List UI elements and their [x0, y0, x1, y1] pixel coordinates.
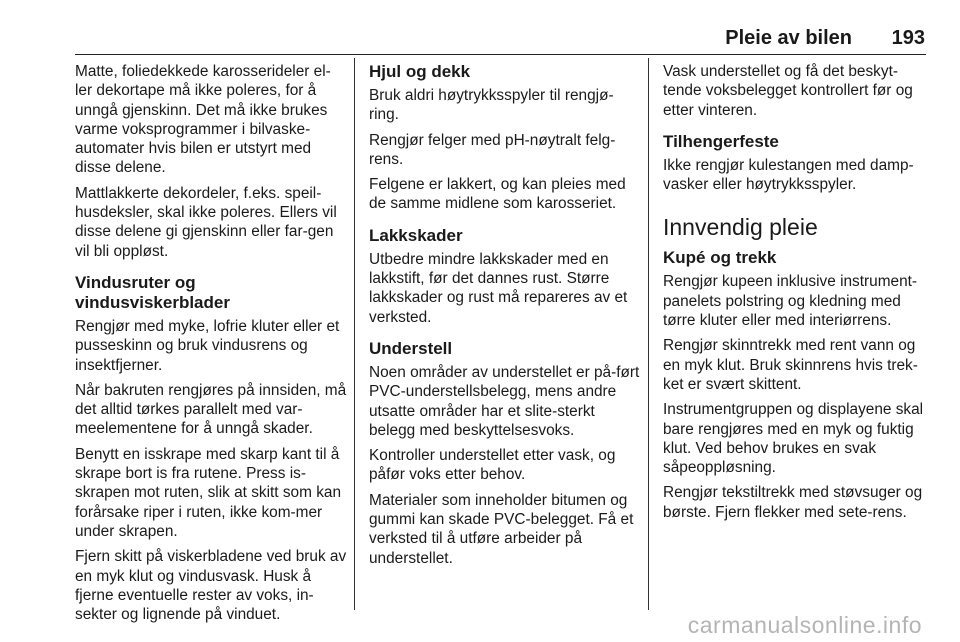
- paragraph: Mattlakkerte dekordeler, f.eks. speil-husdeksler, skal ikke poleres. Ellers vil disse delene gi gjenskinn eller far-gen vil bli oppløst.: [75, 184, 337, 260]
- paragraph: Rengjør med myke, lofrie kluter eller et pusseskinn og bruk vindusrens og insektfjerner.: [75, 317, 340, 374]
- column-divider: [648, 58, 649, 610]
- section-heading-wheels: Hjul og dekk: [369, 62, 471, 81]
- paragraph: Felgene er lakkert, og kan pleies med de samme midlene som karosseriet.: [369, 176, 626, 213]
- header-rule: [75, 54, 926, 55]
- column-1: [75, 62, 347, 630]
- paragraph: Når bakruten rengjøres på innsiden, må det alltid tørkes parallelt med var-meelementene for å unngå skader.: [75, 381, 347, 438]
- section-heading-towbar: Tilhengerfeste: [663, 131, 779, 151]
- paragraph: Kontroller understellet etter vask, og påfør voks etter behov.: [369, 447, 616, 484]
- section-heading-underbody: Understell: [369, 338, 453, 358]
- paragraph: Fjern skitt på viskerbladene ved bruk av en myk klut og vindusvask. Husk å fjerne eventuelle rester av voks, in-sekter og lignende på vinduet.: [75, 548, 347, 624]
- page-header: [0, 0, 960, 54]
- section-heading-cabin: Kupé og trekk: [663, 248, 777, 268]
- section-heading-paint-damage: Lakkskader: [369, 225, 463, 245]
- paragraph: Bruk aldri høytrykksspyler til rengjø-ring.: [369, 87, 614, 124]
- paragraph: Noen områder av understellet er på-ført PVC-understellsbelegg, mens andre utsatte områder har et slite-sterkt belegg med beskyttelsesvoks.: [369, 363, 640, 439]
- page-title: Pleie av bilen: [725, 27, 852, 49]
- paragraph: Utbedre mindre lakkskader med en lakkstift, før det dannes rust. Større lakkskader og rust må repareres av et verksted.: [369, 250, 628, 326]
- paragraph: Instrumentgruppen og displayene skal bare rengjøres med en myk og fuktig klut. Ved behov brukes en svak såpeoppløsning.: [663, 401, 924, 477]
- paragraph: Rengjør felger med pH-nøytralt felg-rens.: [369, 131, 616, 168]
- column-3: [663, 62, 935, 528]
- paragraph: Rengjør kupeen inklusive instrument-panelets polstring og kledning med tørre kluter eller med interiørrens.: [663, 273, 918, 330]
- chapter-heading-interior-care: Innvendig pleie: [663, 214, 818, 241]
- paragraph: Benytt en isskrape med skarp kant til å skrape bort is fra rutene. Press is-skrapen mot ruten, slik at skitt som kan forårsake riper i ruten, ikke kom-mer under skrapen.: [75, 445, 342, 540]
- paragraph: Materialer som inneholder bitumen og gummi kan skade PVC-belegget. Få et verksted til å utføre arbeider på understellet.: [369, 491, 634, 567]
- heading-line: Vindusruter og: [75, 272, 196, 292]
- paragraph: Rengjør tekstiltrekk med støvsuger og børste. Fjern flekker med sete-rens.: [663, 484, 923, 521]
- paragraph: Vask understellet og få det beskyt-tende voksbelegget kontrollert før og etter vinteren.: [663, 63, 913, 119]
- column-2: [369, 62, 641, 574]
- column-divider: [354, 58, 355, 610]
- paragraph: Rengjør skinntrekk med rent vann og en myk klut. Bruk skinnrens hvis trek-ket er svært skittent.: [663, 337, 918, 393]
- page-number: 193: [891, 27, 925, 49]
- watermark: carmanualsonline.info: [687, 612, 922, 638]
- section-heading-windows: [75, 273, 347, 313]
- paragraph: Ikke rengjør kulestangen med damp-vasker eller høytrykksspyler.: [663, 156, 914, 194]
- paragraph: Matte, foliedekkede karosserideler el-ler dekortape må ikke poleres, for å unngå gjenskinn. Det må ikke brukes varme voksprogrammer i bilvaske-automater hvis bilen er utstyrt med disse delene.: [75, 63, 331, 177]
- heading-line: vindusviskerblader: [75, 292, 230, 312]
